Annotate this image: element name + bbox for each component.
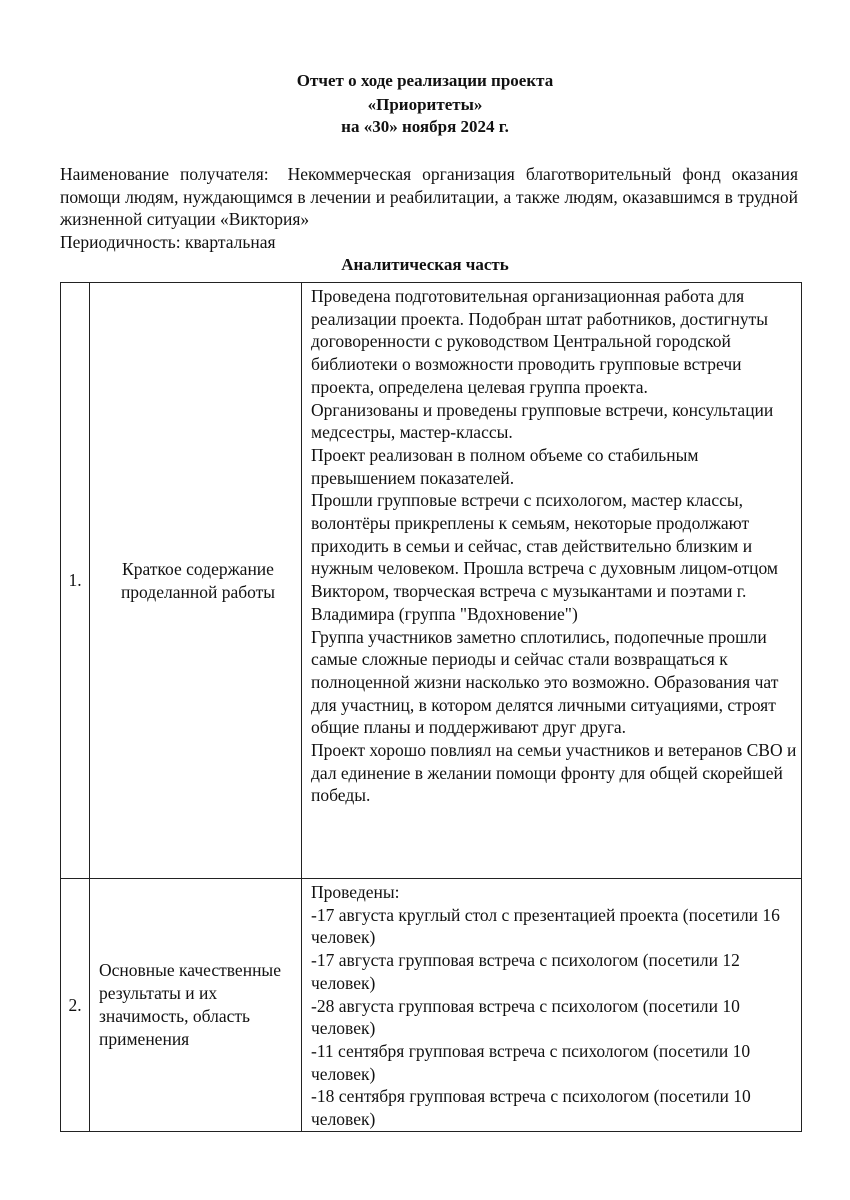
row-name: Основные качественные результаты и их значимость, область применения [90,879,302,1132]
content-paragraph: Проведена подготовительная организационная работа для реализации проекта. Подобран штат работников, достигнуты договоренности с руководством Центральной городской библиотеки о возможности проводить групповые встречи проекта, определена целевая группа проекта. [311,286,769,397]
content-paragraph: Организованы и проведены групповые встречи, консультации медсестры, мастер-классы. [311,399,774,443]
row-number: 2. [61,879,90,1132]
recipient-label: Наименование получателя: [60,164,269,184]
content-paragraph: Прошли групповые встречи с психологом, мастер классы, волонтёры прикреплены к семьям, некоторые продолжают приходить в семьи и сейчас, став действительно близким и нужным человеком. Прошла встреча с духовным лицом-отцом Виктором, творческая встреча с музыкантами и поэтами г. Владимира (группа "Вдохновение") [311,490,778,624]
report-date: на «30» ноября 2024 г. [341,117,509,136]
content-paragraph: Проведены: [311,882,400,902]
section-title: Аналитическая часть [341,255,509,274]
table-row [61,879,802,1132]
report-title: Отчет о ходе реализации проекта [296,71,554,90]
table-row [61,283,802,879]
content-paragraph: -11 сентября групповая встреча с психологом (посетили 10 человек) [311,1040,751,1084]
recipient-value: Некоммерческая организация благотворительный фонд оказания помощи людям, нуждающимся в лечении и реабилитации, а также людям, оказавшимся в трудной жизненной ситуации «Виктория» [60,164,799,229]
periodicity: Периодичность: квартальная [60,232,276,252]
analytics-table [60,282,802,1132]
row-content [302,283,802,879]
row-number: 1. [61,283,90,879]
content-paragraph: -17 августа круглый стол с презентацией проекта (посетили 16 человек) [311,904,780,948]
content-paragraph: Проект хорошо повлиял на семьи участников и ветеранов СВО и дал единение в желании помощи фронту для общей скорейшей победы. [311,740,797,806]
recipient-block [60,163,798,231]
row-name: Краткое содержание проделанной работы [90,283,302,879]
row-content [302,879,802,1132]
content-paragraph: -28 августа групповая встреча с психологом (посетили 10 человек) [311,995,740,1039]
content-paragraph: -17 августа групповая встреча с психологом (посетили 12 человек) [311,950,740,993]
content-paragraph: Группа участников заметно сплотились, подопечные прошли самые сложные периоды и сейчас стали возвращаться к полноценной жизни насколько это возможно. Образования чат для участниц, в котором делятся личными ситуациями, строят общие планы и поддерживают друг друга. [311,626,779,738]
content-paragraph: -18 сентября групповая встреча с психологом (посетили 10 человек) [311,1086,751,1130]
project-name: «Приоритеты» [367,95,483,114]
content-paragraph: Проект реализован в полном объеме со стабильным превышением показателей. [311,444,699,488]
